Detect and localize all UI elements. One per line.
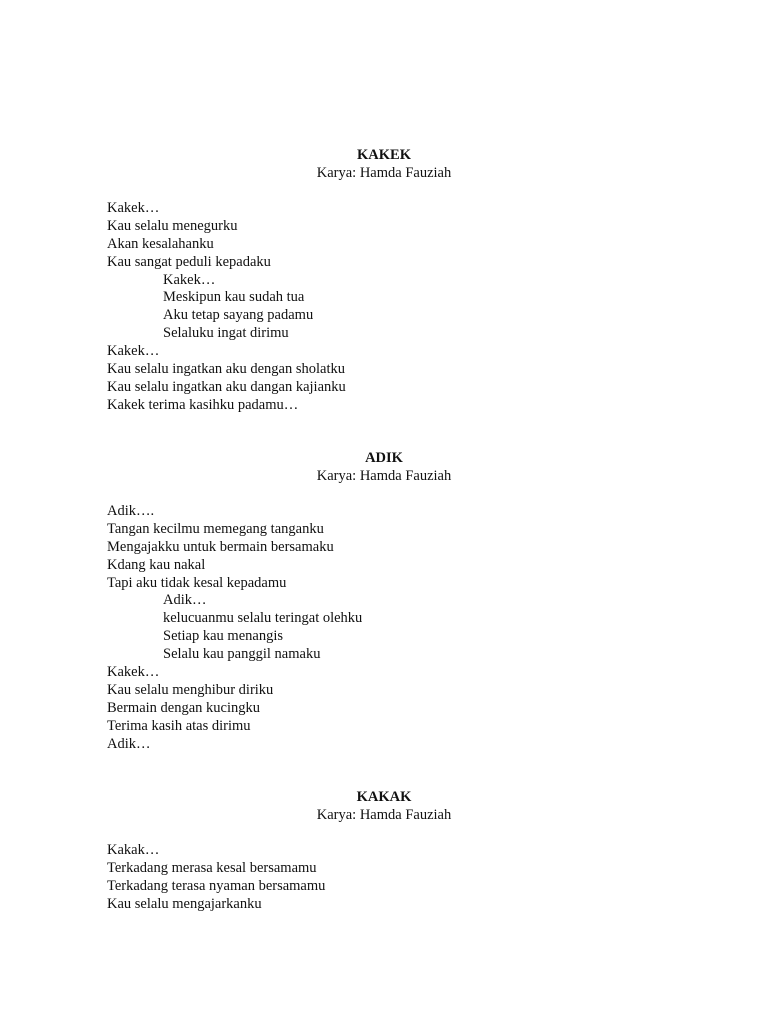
poem-line: Terkadang merasa kesal bersamamu (107, 859, 317, 876)
poem-line: Kau selalu mengajarkanku (107, 895, 262, 912)
poem-adik (0, 449, 768, 753)
poem-author: Karya: Hamda Fauziah (316, 165, 452, 181)
poem-title: KAKEK (357, 147, 411, 163)
poem-line: Kau sangat peduli kepadaku (107, 253, 271, 270)
poem-line: Aku tetap sayang padamu (163, 307, 314, 324)
poem-line: Terkadang terasa nyaman bersamamu (107, 877, 326, 894)
poem-line: Adik… (107, 735, 151, 752)
poem-title: ADIK (365, 450, 403, 466)
poem-line: Kakek… (107, 200, 160, 216)
poem-line: Adik…. (107, 503, 155, 519)
poem-line: kelucuanmu selalu teringat olehku (163, 610, 363, 627)
poem-line: Akan kesalahanku (107, 235, 214, 252)
poem-line: Kakek… (107, 664, 160, 681)
poem-line: Meskipun kau sudah tua (163, 289, 305, 306)
poem-line: Kakek… (107, 343, 160, 360)
poem-kakek (0, 146, 768, 415)
poem-body (0, 842, 768, 914)
poem-line: Mengajakku untuk bermain bersamaku (107, 538, 334, 555)
poem-line: Kdang kau nakal (107, 556, 206, 573)
poem-line: Kakek… (163, 271, 216, 288)
poem-line: Tapi aku tidak kesal kepadamu (107, 574, 287, 591)
poem-kakak (0, 788, 768, 914)
poem-line: Selaluku ingat dirimu (163, 325, 289, 342)
poem-line: Kakak… (107, 842, 160, 858)
poem-line: Kakek terima kasihku padamu… (107, 396, 299, 413)
poem-author: Karya: Hamda Fauziah (316, 807, 452, 823)
poem-author: Karya: Hamda Fauziah (316, 468, 452, 484)
poem-line: Selalu kau panggil namaku (163, 646, 321, 663)
poem-line: Adik… (163, 592, 207, 609)
poem-body (0, 503, 768, 753)
poem-line: Kau selalu menegurku (107, 217, 238, 234)
poem-line: Kau selalu ingatkan aku dangan kajianku (107, 378, 346, 395)
poem-line: Bermain dengan kucingku (107, 699, 261, 716)
poem-line: Setiap kau menangis (163, 628, 284, 645)
poem-line: Kau selalu ingatkan aku dengan sholatku (107, 361, 345, 378)
poem-line: Tangan kecilmu memegang tanganku (107, 520, 324, 537)
poem-title: KAKAK (356, 789, 412, 805)
poem-line: Kau selalu menghibur diriku (107, 681, 274, 698)
poem-line: Terima kasih atas dirimu (107, 717, 251, 734)
poem-body (0, 200, 768, 415)
